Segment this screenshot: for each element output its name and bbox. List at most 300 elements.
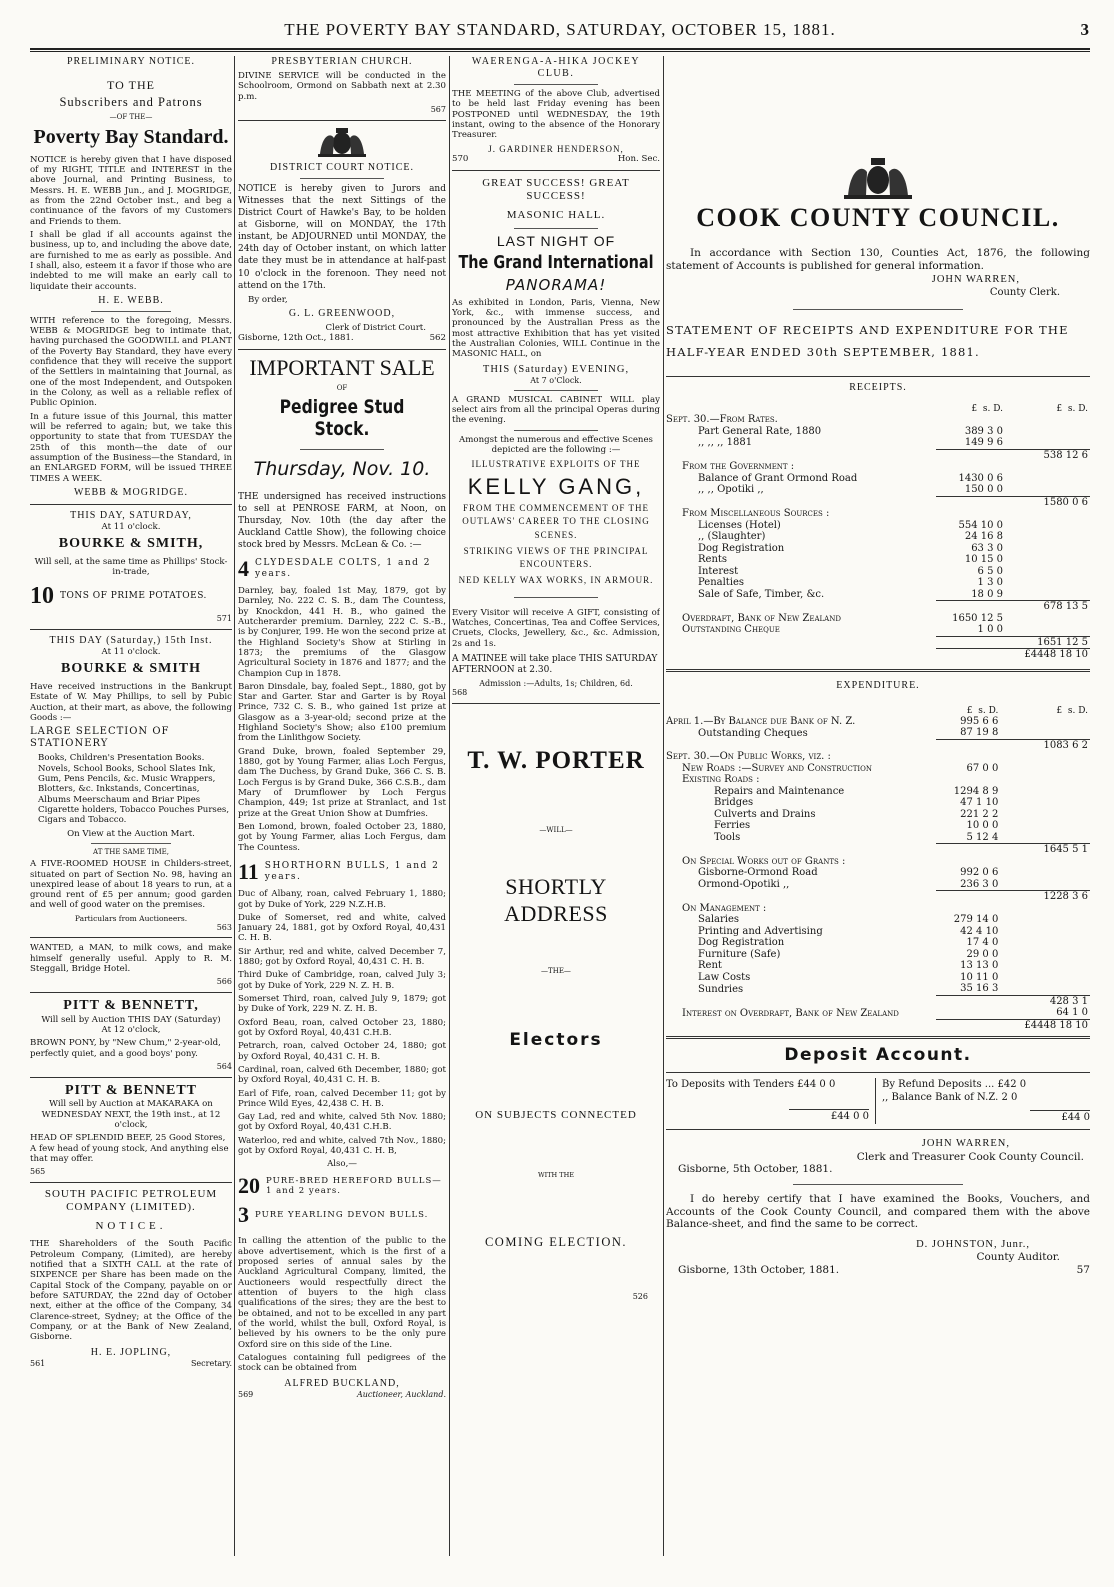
at-12: At 12 o'clock, (101, 1025, 161, 1036)
jockey-footer (452, 154, 660, 164)
account-label: Part General Rate, 1880 (698, 425, 822, 437)
bourke-smith-2: BOURKE & SMITH (60, 661, 201, 677)
divider (452, 170, 660, 171)
account-label: Furniture (Safe) (698, 948, 781, 960)
account-total (1000, 937, 1090, 949)
account-total (1005, 613, 1090, 625)
divider (666, 669, 1090, 672)
masthead-rule (30, 48, 1090, 52)
account-label (666, 636, 936, 649)
house-text: A FIVE-ROOMED HOUSE in Childers-street, situated on part of Section No. 98, having an unexpired lease of about 18 years to run, at a ground rent of £5 per annum; good garden and well of good water on the premises. (30, 859, 232, 911)
masthead (30, 20, 1090, 44)
account-row (666, 649, 1090, 661)
account-row (666, 914, 1090, 926)
ad-number: 562 (429, 333, 446, 344)
divider (666, 376, 1090, 377)
divider (30, 504, 232, 505)
account-amount (936, 508, 1005, 520)
notice-para-1: NOTICE is hereby given that I have disposed of my RIGHT, TITLE and INTEREST in the above Journal, and Printing Business, to Messrs. H. E. WEBB Jun., and J. MOGRIDGE, as from the 22nd October inst., and beg a continuance of the favors of my Customers and Friends to them. (30, 154, 232, 227)
lsd-header-t: £ s. D. (1056, 403, 1088, 414)
account-total: 428 3 1 (1000, 995, 1090, 1007)
thursday-date: Thursday, Nov. 10. (253, 458, 431, 481)
account-amount: 42 4 10 (960, 925, 999, 937)
ad-number: 568 (452, 688, 468, 698)
account-row (666, 473, 1090, 485)
at-11-b: At 11 o'clock. (101, 646, 161, 657)
account-row (666, 867, 1090, 879)
secretary: Secretary. (190, 1358, 232, 1368)
john-warren-2: JOHN WARREN, (921, 1138, 1010, 1150)
account-amount: 10 15 0 (964, 554, 1003, 565)
buckland-footer (238, 1390, 446, 1400)
account-label: Outstanding Cheque (682, 624, 780, 636)
horse-darnley: Darnley, bay, foaled 1st May, 1879, got by Darnley, No. 222 C. S. B., dam The Countess, by Knockdon, 441 H. B., who gained the Autcherarder premium. Darnley, 222 C. S.-B., is by Conjurer, 199. He won the second prize at the Highland Society's Show at Stirling in 1873; the premiums of the Glasgow Agricultural Society in 1876 and 1877; and the Champion Cup in 1878. (238, 586, 446, 679)
important-sale: IMPORTANT SALE (249, 354, 435, 380)
statement-heading: STATEMENT OF RECEIPTS AND EXPENDITURE FOR THE HALF-YEAR ENDED 30th SEPTEMBER, 1881. (666, 322, 1069, 359)
clydesdale-count: 4 (238, 555, 249, 581)
column-4 (666, 56, 1090, 1556)
greenwood: G. L. GREENWOOD, (288, 308, 396, 320)
account-total: 1083 6 2 (1000, 739, 1090, 751)
account-label: Licenses (Hotel) (698, 519, 781, 531)
divider (514, 228, 597, 229)
at-7: At 7 o'Clock. (530, 376, 582, 386)
clerk-treasurer: Clerk and Treasurer Cook County Council. (856, 1150, 1084, 1163)
account-label: On Special Works out of Grants : (682, 855, 846, 867)
sale-intro: THE undersigned has received instructions to sell at PENROSE FARM, at Noon, on Thursday, Nov. 10th (the day after the Auckland Cattle Show), the following choice stock bred by Messrs. McLean & Co. :— (238, 491, 446, 551)
ad-number: 567 (430, 104, 446, 114)
masthead-title: THE POVERTY BAY STANDARD, SATURDAY, OCTOBER 15, 1881. (284, 20, 836, 39)
account-total: 538 12 6 (1005, 449, 1090, 461)
jockey-club-title: WAERENGA-A-HIKA JOCKEY CLUB. (471, 56, 641, 79)
account-total (1000, 856, 1090, 868)
district-court-text: NOTICE is hereby given to Jurors and Witnesses that the next Sittings of the District Court of Hawke's Bay, to be holden at Gisborne, will on MONDAY, the 17th instant, be ADJOURNED until MONDAY, the 24th day of October instant, on which latter date they must be in attendance at half-past 10 o'clock in the forenoon. They need not attend on the 17th. (238, 183, 446, 291)
spc-signature: H. E. JOPLING, (90, 1346, 172, 1358)
presbyterian-text: DIVINE SERVICE will be conducted in the Schoolroom, Ormond on Sabbath next at 2.30 p.m. (238, 71, 446, 102)
account-amount: 554 10 0 (958, 519, 1003, 531)
account-row (666, 949, 1090, 961)
certify: I do hereby certify that I have examined the Books, Vouchers, and Accounts of the Cook County Council, and compared them with the above Balance-sheet, and find the same to be correct. (666, 1193, 1090, 1231)
devon-count: 3 (238, 1202, 249, 1228)
account-label (666, 449, 936, 461)
account-label (666, 1019, 936, 1031)
account-label: Penalties (698, 577, 745, 588)
paper-name: Poverty Bay Standard. (33, 125, 229, 148)
deposit-balance: ,, Balance Bank of N.Z. 2 0 (882, 1092, 1018, 1104)
account-total (1005, 520, 1090, 532)
account-row (666, 449, 1090, 461)
bourke-2-text: Have received instructions in the Bankrupt Estate of W. May Phillips, to sell by Pubic Auction, at their mart, as above, the following Goods :— (30, 682, 232, 724)
clydesdale: CLYDESDALE COLTS, 1 and 2 years. (255, 558, 431, 579)
jockey-club-text: THE MEETING of the above Club, advertised to be held last Friday evening has been POSTPONED until WEDNESDAY, the 19th instant, owing to the absence of the Honorary Treasurer. (452, 89, 660, 141)
notice-para-2: I shall be glad if all accounts against the business, up to, and including the above date, are furnished to me as early as possible. And I shall, also, esteem it a favor if those who are indebted to me will make an early call to liquidate their accounts. (30, 229, 232, 292)
account-amount (936, 891, 1000, 903)
bull-entry: Gay Lad, red and white, calved 5th Nov. 1880; got by Oxford Royal, 40,431 C.H.B. (238, 1112, 446, 1133)
divider (238, 349, 446, 350)
outlaws-career: FROM THE COMMENCEMENT OF THE OUTLAWS' CAREER TO THE CLOSING SCENES. (462, 503, 650, 540)
ad-number: 565 (30, 1167, 46, 1177)
account-total (1005, 624, 1090, 636)
particulars: Particulars from Auctioneers. (74, 913, 188, 923)
account-label: Repairs and Maintenance (714, 785, 845, 797)
court-footer (238, 333, 446, 343)
deposit-account (666, 1078, 1090, 1125)
account-row (666, 960, 1090, 972)
account-amount: 389 3 0 (964, 425, 1003, 437)
divider (514, 84, 597, 85)
to-the: TO THE (107, 78, 155, 92)
deposit-right-total: £44 0 (1030, 1110, 1090, 1125)
deposit-account-title: Deposit Account. (784, 1045, 972, 1066)
electors: Electors (509, 1030, 603, 1051)
account-total (1000, 949, 1090, 961)
shorthorn-heading (238, 859, 446, 885)
account-total: 1228 3 6 (1000, 891, 1090, 903)
account-row (666, 496, 1090, 508)
this-saturday: THIS (Saturday) EVENING, (482, 363, 630, 375)
webb-signature: WEBB & MOGRIDGE. (73, 486, 189, 498)
divider (300, 449, 383, 450)
account-total (1000, 903, 1090, 915)
divider (666, 1036, 1090, 1039)
subscribers: Subscribers and Patrons (59, 95, 203, 110)
beef-text: HEAD OF SPLENDID BEEF, 25 Good Stores, A few head of young stock, And anything else that may offer. (30, 1133, 229, 1164)
account-row (666, 809, 1090, 821)
account-label: April 1.—By Balance due Bank of N. Z. (666, 715, 856, 727)
account-amount: 17 4 0 (966, 937, 999, 949)
account-label: Sept. 30.—From Rates. (666, 414, 778, 425)
potatoes: TONS OF PRIME POTATOES. (60, 590, 207, 601)
account-total (1000, 716, 1090, 728)
account-amount (936, 601, 1005, 613)
coat-of-arms-icon (312, 126, 372, 158)
account-row (666, 844, 1090, 856)
spc-footer (30, 1359, 232, 1369)
deposit-tenders: To Deposits with Tenders £44 0 0 (666, 1078, 836, 1090)
great-success: GREAT SUCCESS! GREAT SUCCESS! (482, 176, 630, 202)
receipts-title: RECEIPTS. (849, 381, 907, 393)
bourke-1-text: Will sell, at the same time as Phillips' Stock-in-trade, (34, 556, 228, 578)
lsd-header-a: £ s. D. (966, 705, 999, 716)
auditor-footer (666, 1264, 1090, 1277)
by-order: By order, (248, 294, 288, 305)
account-amount (936, 751, 1000, 763)
pitt-2-text: Will sell by Auction at MAKARAKA on WEDNESDAY NEXT, the 19th inst., at 12 o'clock, (41, 1099, 221, 1130)
account-label: Sundries (698, 983, 744, 995)
account-amount: 13 13 0 (960, 960, 999, 972)
account-total (1000, 832, 1090, 844)
bull-entry: Oxford Beau, roan, calved October 23, 1880; got by Oxford Royal, 40,431 C.H.B. (238, 1017, 446, 1038)
account-amount (936, 739, 1000, 751)
of-the: —OF THE— (109, 113, 153, 122)
court-date: Gisborne, 12th Oct., 1881. (238, 333, 354, 344)
account-total (1005, 543, 1090, 555)
account-total (1005, 508, 1090, 520)
account-amount: 63 3 0 (971, 542, 1003, 554)
notice-word: NOTICE. (95, 1220, 167, 1233)
with-the: WITH THE (537, 1170, 575, 1179)
bull-entry: Sir Arthur, red and white, calved December 7, 1880; got by Oxford Royal, 40,431 C. H. B. (238, 946, 446, 968)
account-total (1005, 414, 1090, 426)
expenditure-title: EXPENDITURE. (836, 679, 920, 691)
account-label: Dog Registration (698, 542, 785, 554)
account-row (666, 520, 1090, 532)
ad-number: 566 (216, 977, 232, 987)
account-row (666, 426, 1090, 438)
account-total (1000, 797, 1090, 809)
account-label: ,, (Slaughter) (698, 531, 766, 542)
account-amount: 24 16 8 (964, 531, 1003, 542)
hon-sec: Hon. Sec. (617, 154, 660, 165)
account-row (666, 972, 1090, 984)
account-row (666, 797, 1090, 809)
account-row (666, 601, 1090, 613)
ad-number: 569 (238, 1389, 254, 1399)
devon: PURE YEARLING DEVON BULLS. (255, 1210, 429, 1221)
account-row (666, 786, 1090, 798)
column-divider (234, 56, 235, 1556)
account-row (666, 566, 1090, 578)
account-amount: 221 2 2 (960, 808, 999, 820)
account-total (1000, 774, 1090, 786)
bull-entry: Waterloo, red and white, calved 7th Nov., 1880; got by Oxford Royal, 40,431 C. H. B, (238, 1135, 446, 1157)
account-amount: 29 0 0 (966, 948, 999, 960)
ad-number: 564 (216, 1061, 232, 1071)
account-amount: 10 0 0 (966, 820, 999, 832)
last-night: LAST NIGHT OF (496, 233, 616, 250)
account-row (666, 983, 1090, 995)
account-amount: 87 19 8 (960, 727, 999, 739)
account-amount (936, 649, 1005, 661)
deposit-refund: By Refund Deposits ... £42 0 (882, 1078, 1027, 1090)
wanted-text: WANTED, a MAN, to milk cows, and make himself generally useful. Apply to R. M. Steggall, Bridge Hotel. (30, 943, 232, 974)
account-row (666, 636, 1090, 649)
preliminary-notice-title: PRELIMINARY NOTICE. (66, 56, 196, 67)
account-row (666, 903, 1090, 915)
account-total (1000, 763, 1090, 775)
account-label: Gisborne-Ormond Road (698, 867, 818, 879)
account-row (666, 437, 1090, 449)
account-amount: 67 0 0 (966, 762, 999, 774)
subjects-connected: ON SUBJECTS CONNECTED (475, 1108, 637, 1121)
bull-entry: Earl of Fife, roan, calved December 11; got by Prince Wild Eyes, 42,438 C. H. B. (238, 1088, 446, 1109)
shortly-address: SHORTLY ADDRESS (504, 874, 608, 926)
account-label (666, 496, 936, 508)
account-label: ,, ,, Opotiki ,, (698, 484, 764, 496)
district-court-title: DISTRICT COURT NOTICE. (269, 161, 415, 173)
matinee: A MATINEE will take place THIS SATURDAY AFTERNOON at 2.30. (452, 653, 658, 675)
account-amount: 1294 8 9 (953, 785, 999, 797)
expenditure-table (666, 706, 1090, 1032)
divider (91, 311, 172, 312)
account-amount: 1430 0 6 (958, 472, 1003, 484)
shorthorn-count: 11 (238, 858, 259, 884)
account-amount: 995 6 6 (960, 715, 999, 727)
account-label (666, 601, 936, 613)
account-total (1000, 879, 1090, 891)
account-row (666, 856, 1090, 868)
account-amount (936, 636, 1005, 649)
pedigree-stud: Pedigree Stud Stock. (279, 395, 405, 441)
grand-international: The Grand International (458, 252, 654, 274)
account-amount (936, 1007, 1000, 1019)
tw-porter: T. W. PORTER (467, 746, 645, 774)
account-amount: 1 0 0 (977, 624, 1003, 635)
account-row (666, 484, 1090, 496)
calling-attention: In calling the attention of the public to the above advertisement, which is the first of a proposed series of annual sales by the Auckland Agricultural Company, limited, the Auctioneers would respectfully direct the attention of buyers to the high class qualifications of the sires; they are the best to be obtained, and not to be excelled in any part of the world, whilst the bull, Oxford Royal, is believed by his owners to be the only pure Oxford sire on this side of the Line. (238, 1236, 446, 1350)
amongst: Amongst the numerous and effective Scenes depicted are the following :— (459, 434, 653, 455)
account-label: Interest (698, 565, 739, 577)
account-amount: 279 14 0 (953, 914, 999, 926)
account-label: Rent (698, 960, 722, 972)
wax-works: NED KELLY WAX WORKS, IN ARMOUR. (458, 574, 654, 585)
ad-number: 526 (632, 1291, 648, 1301)
ad-number: 563 (216, 922, 232, 932)
page-number: 3 (1080, 20, 1090, 39)
bourke-smith-1: BOURKE & SMITH, (58, 536, 204, 552)
account-total (1005, 437, 1090, 449)
account-amount (936, 496, 1005, 508)
account-label: Ormond-Opotiki ,, (698, 879, 790, 891)
account-label: Sept. 30.—On Public Works, viz. : (666, 751, 831, 763)
divider (666, 1072, 1090, 1073)
ad-number: 570 (452, 154, 469, 165)
lsd-header-a: £ s. D. (971, 403, 1003, 414)
divider (238, 120, 446, 121)
account-amount (936, 461, 1005, 473)
deposit-left-total: £44 0 0 (789, 1109, 869, 1124)
account-row (666, 461, 1090, 473)
this-day-2: THIS DAY (Saturday,) 15th Inst. (49, 634, 213, 646)
henderson: J. GARDINER HENDERSON, (488, 143, 624, 154)
auctioneer: Auctioneer, Auckland. (356, 1389, 446, 1399)
account-label: Overdraft, Bank of New Zealand (682, 612, 841, 624)
coat-of-arms-icon (838, 156, 918, 200)
account-row (666, 739, 1090, 751)
account-amount: 6 5 0 (977, 565, 1003, 577)
account-amount (936, 1019, 1000, 1031)
pitt-bennett-2: PITT & BENNETT (65, 1082, 197, 1098)
account-row (666, 763, 1090, 775)
this-day: THIS DAY, SATURDAY, (70, 509, 192, 521)
account-label: Tools (714, 832, 741, 844)
account-label: From Miscellaneous Sources : (682, 508, 830, 519)
account-row (666, 543, 1090, 555)
striking-views: STRIKING VIEWS OF THE PRINCIPAL ENCOUNTERS. (463, 545, 649, 569)
ad-number: 57 (1076, 1263, 1090, 1276)
account-total (1000, 809, 1090, 821)
account-amount: 992 0 6 (960, 867, 999, 879)
lsd-header-t: £ s. D. (1056, 705, 1088, 716)
clydesdale-heading (238, 556, 446, 582)
presbyterian-title: PRESBYTERIAN CHURCH. (271, 56, 413, 67)
john-warren: JOHN WARREN, (931, 274, 1020, 286)
account-label: Printing and Advertising (698, 925, 823, 937)
lsd-header (666, 404, 1090, 414)
account-total (1000, 926, 1090, 938)
account-row (666, 1019, 1090, 1031)
account-amount: 10 11 0 (960, 971, 999, 983)
spc-text: THE Shareholders of the South Pacific Petroleum Company, (Limited), are hereby notified that a SIXTH CALL at the rate of SIXPENCE per Share has been made on the Capital Stock of the Company, payable on or before SATURDAY, the 22nd day of October next, either at the office of the Company, 34 Clarence-street, Sydney; at the Office of the Company, or at the Bank of New Zealand, Gisborne. (30, 1239, 232, 1343)
hereford: PURE-BRED HEREFORD BULLS—1 and 2 years. (266, 1175, 442, 1196)
masonic-hall: MASONIC HALL. (506, 209, 606, 222)
account-label: Existing Roads : (682, 774, 760, 786)
account-total (1000, 820, 1090, 832)
account-total: 1645 5 1 (1000, 844, 1090, 856)
divider (514, 390, 597, 391)
account-row (666, 624, 1090, 636)
divider (452, 703, 660, 704)
account-label: Outstanding Cheques (698, 727, 808, 739)
account-total: 1580 0 6 (1005, 496, 1090, 508)
account-total: £4448 18 10 (1005, 649, 1090, 661)
account-amount (936, 449, 1005, 461)
account-row (666, 774, 1090, 786)
spc-title: SOUTH PACIFIC PETROLEUM COMPANY (LIMITED). (44, 1187, 218, 1213)
bull-entry: Duc of Albany, roan, calved February 1, 1880; got by Duke of York, 229 N.Z.H.B. (238, 889, 446, 910)
account-row (666, 926, 1090, 938)
account-amount (936, 903, 1000, 915)
account-total: 64 1 0 (1056, 1007, 1088, 1019)
catalogues: Catalogues containing full pedigrees of the stock can be obtained from (238, 1352, 446, 1374)
account-label: Culverts and Drains (714, 808, 816, 820)
receipts-table (666, 404, 1090, 661)
account-row (666, 531, 1090, 543)
coming-election: COMING ELECTION. (484, 1234, 628, 1249)
bull-entry: Third Duke of Cambridge, roan, calved July 3; got by Duke of York, 229 N. Z. H. B. (238, 970, 446, 991)
account-amount (936, 856, 1000, 868)
account-total (1000, 914, 1090, 926)
same-time: AT THE SAME TIME, (93, 847, 169, 856)
divider (666, 1129, 1090, 1130)
bull-entry: Cardinal, roan, calved 6th December, 1880; got by Oxford Royal, 40,431 C. H. B. (238, 1064, 446, 1086)
account-amount (936, 995, 1000, 1007)
buckland: ALFRED BUCKLAND, (284, 1377, 400, 1389)
bull-entry: Somerset Third, roan, calved July 9, 1879; got by Duke of York, 229 N. Z. H. B. (238, 994, 446, 1015)
account-row (666, 589, 1090, 601)
accordance: In accordance with Section 130, Counties Act, 1876, the following statement of Accounts is published for general information. (666, 247, 1090, 272)
account-row (666, 751, 1090, 763)
admission: Admission :—Adults, 1s; Children, 6d. (479, 678, 633, 688)
potatoes-line (30, 582, 232, 611)
account-label: Ferries (714, 820, 751, 832)
account-total (1005, 531, 1090, 543)
account-total (1005, 461, 1090, 473)
account-total (1005, 554, 1090, 566)
account-label: Interest on Overdraft, Bank of New Zealand (682, 1007, 899, 1019)
account-amount: 18 0 9 (971, 588, 1003, 600)
account-label: Dog Registration (698, 937, 785, 949)
webb-para-1: WITH reference to the foregoing, Messrs. WEBB & MOGRIDGE beg to intimate that, having purchased the GOODWILL and PLANT of the Poverty Bay Standard, they have every confidence that they will receive the support of the Settlers in maintaining that Journal, as one of the most Independent, and Outspoken in the Colony, as well as a reliable reflex of Public Opinion. (30, 315, 232, 409)
goods-list: Books, Children's Presentation Books. Novels, School Books, School Slates Ink, Gum, Pens Pencils, &c. Music Wrappers, Blotters, &c. Inkstands, Concertinas, Albums Meerschaum and Briar Pipes Cigarette holders, Tobacco Pouches Purses, Cigars and Tobacco. (38, 753, 230, 826)
horse-baron: Baron Dinsdale, bay, foaled Sept., 1880, got by Star and Garter. Star and Garter is by Royal Prince, 732 C. S. B., who gained 1st prize at Glasgow as a 3-year-old; second prize at the Highland Society's Show; also £100 premium from the Linlithgow Society. (238, 681, 446, 744)
account-label: New Roads :—Survey and Construction (682, 762, 873, 774)
account-row (666, 832, 1090, 844)
account-label: Salaries (698, 914, 740, 926)
account-row (666, 508, 1090, 520)
account-label: Balance of Grant Ormond Road (698, 472, 858, 484)
divider (91, 843, 172, 844)
large-selection: LARGE SELECTION OF STATIONERY (30, 726, 170, 750)
horse-grand-duke: Grand Duke, brown, foaled September 29, 1880, got by Young Farmer, alias Loch Fergus, dam The Duchess, by Grand Duke, 366 C. S. B. Loch Fergus is by Grand Duke, 366 C.S.B., dam Mary of Drumflower by Loch Fergus Champion, 449; 1st prize at Stranlact, and 1st prize at the Great Union Show at Dumfries. (238, 746, 446, 819)
divider (30, 629, 232, 630)
gisborne-5th: Gisborne, 5th October, 1881. (678, 1163, 833, 1176)
pitt-1-text: Will sell by Auction THIS DAY (Saturday) (41, 1014, 221, 1025)
bull-entry: Duke of Somerset, red and white, calved January 24, 1881, got by Oxford Royal, 40,431 C. H. B. (238, 912, 446, 944)
account-row (666, 879, 1090, 891)
ad-number: 571 (216, 614, 232, 624)
account-amount: 1650 12 5 (952, 612, 1003, 624)
